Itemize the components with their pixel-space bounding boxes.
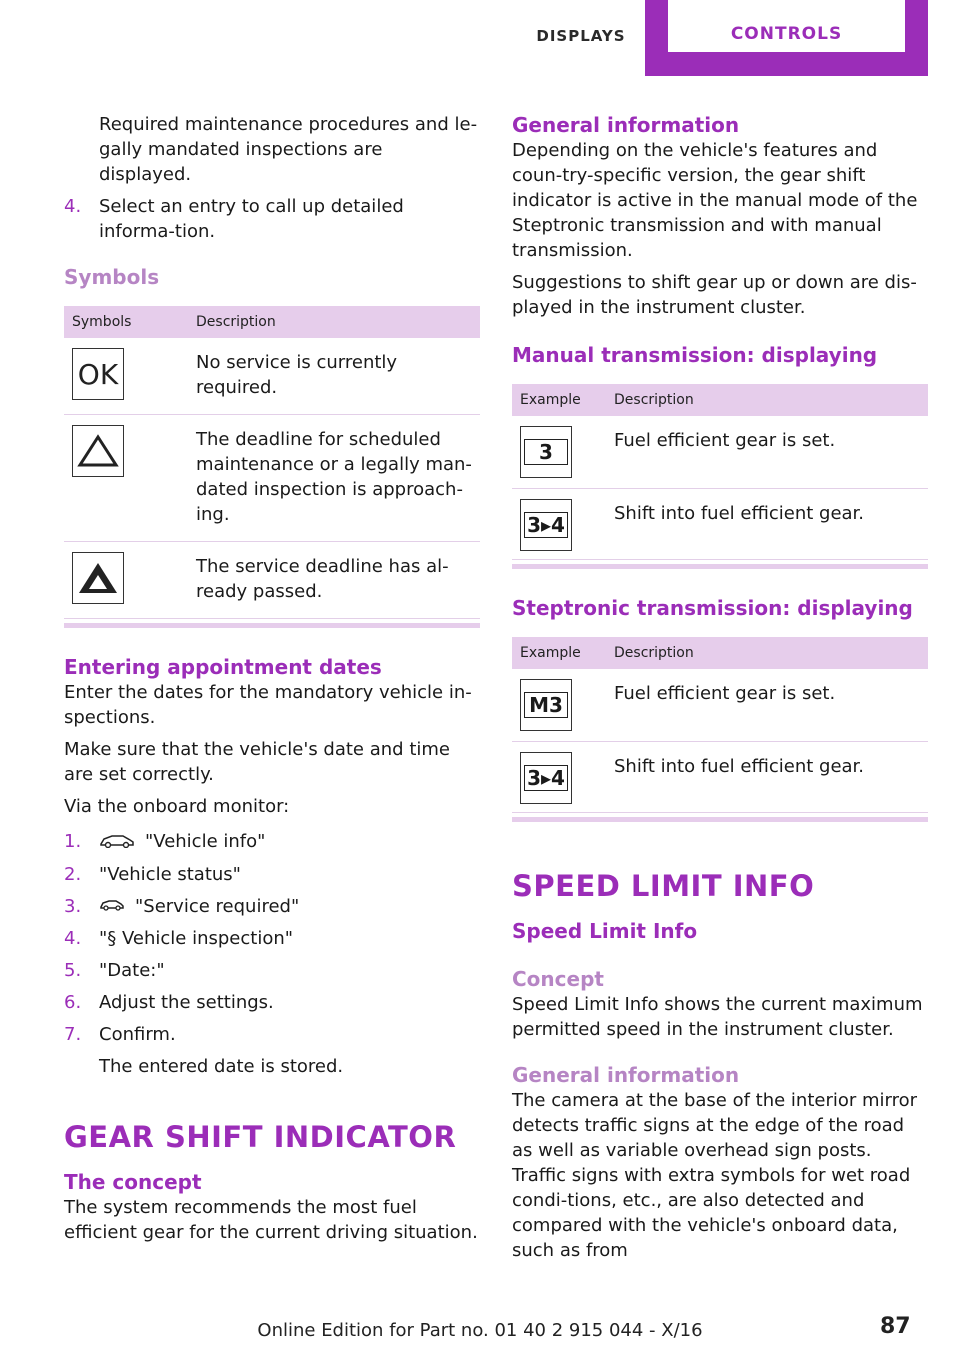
svg-text:OK: OK: [77, 358, 119, 391]
page-number: 87: [880, 1314, 911, 1339]
symbol-description: The service deadline has al‐ready passed.: [196, 542, 480, 619]
concept-text: The system recommends the most fuel efficient gear for the current driving situation.: [64, 1197, 478, 1243]
list-text: "Service required": [135, 895, 300, 917]
list-item: [64, 1022, 480, 1047]
list-number: 5.: [64, 960, 82, 981]
appointment-paragraph: Enter the dates for the mandatory vehicle in‐spections.: [64, 682, 472, 728]
table-row: [512, 742, 928, 813]
list-number: 2.: [64, 863, 82, 885]
list-item: [64, 894, 480, 920]
list-text: "§ Vehicle inspection": [99, 928, 294, 949]
list-item: [64, 829, 480, 855]
sli-concept-heading: Concept: [512, 967, 604, 991]
ok-icon: [72, 348, 124, 400]
table-header-symbols: Symbols: [64, 306, 196, 338]
symbol-description: The deadline for scheduled maintenance or a legally man‐dated inspection is approach‐ing.: [196, 415, 480, 542]
speed-limit-info-section-heading: SPEED LIMIT INFO: [512, 869, 815, 903]
shift-up-3-to-4-icon: [520, 752, 572, 804]
list-item: [64, 990, 480, 1015]
service-steps-list: [64, 194, 480, 244]
gear-label: 3▸4: [524, 512, 568, 538]
car-service-icon: [99, 894, 125, 919]
table-header-example: Example: [512, 384, 614, 416]
filled-warning-triangle-icon: [72, 552, 124, 604]
general-info-paragraph: Depending on the vehicle's features and coun‐try-specific version, the gear shift indicator is active in the manual mode of the Steptronic transmission and with manual transmission.: [512, 140, 918, 261]
table-row: [64, 542, 480, 619]
list-text: Confirm.: [99, 1024, 176, 1045]
table-header-description: Description: [614, 637, 928, 669]
general-info-heading: General information: [512, 113, 740, 137]
sli-general-info-heading: General information: [512, 1063, 740, 1087]
list-number: 6.: [64, 992, 82, 1013]
gear-3-icon: [520, 426, 572, 478]
example-description: Shift into fuel efficient gear.: [614, 489, 928, 560]
table-header-example: Example: [512, 637, 614, 669]
intro-text: Required maintenance procedures and le‐gally mandated inspections are displayed.: [99, 114, 478, 185]
steptronic-transmission-table: [512, 637, 928, 813]
gear-shift-indicator-heading: GEAR SHIFT INDICATOR: [64, 1120, 457, 1154]
left-column: [64, 112, 480, 1252]
table-header-description: Description: [196, 306, 480, 338]
example-description: Shift into fuel efficient gear.: [614, 742, 928, 813]
list-number: 3.: [64, 895, 82, 917]
symbols-heading: Symbols: [64, 265, 160, 289]
list-number: 4.: [64, 928, 82, 949]
appointment-heading: Entering appointment dates: [64, 655, 382, 679]
appointment-steps-list: [64, 829, 480, 1047]
example-description: Fuel efficient gear is set.: [614, 416, 928, 489]
list-text: "Date:": [99, 960, 165, 981]
gear-label: 3▸4: [524, 765, 568, 791]
table-header-description: Description: [614, 384, 928, 416]
table-row: [64, 415, 480, 542]
symbols-table: [64, 306, 480, 619]
list-number: 1.: [64, 831, 82, 852]
list-text: Adjust the settings.: [99, 992, 274, 1013]
sli-concept-text: Speed Limit Info shows the current maximum permitted speed in the instrument cluster.: [512, 994, 923, 1040]
list-number: 4.: [64, 196, 82, 217]
table-row: [512, 669, 928, 742]
steptronic-transmission-heading: Steptronic transmission: displaying: [512, 596, 913, 620]
right-column: [512, 112, 928, 1270]
manual-transmission-table: [512, 384, 928, 560]
list-text: Select an entry to call up detailed informa‐tion.: [99, 196, 404, 242]
tab-controls[interactable]: CONTROLS: [668, 0, 905, 52]
list-item: [64, 194, 480, 244]
list-item: [64, 926, 480, 951]
gear-label: M3: [524, 692, 568, 718]
gear-m3-icon: [520, 679, 572, 731]
symbol-description: No service is currently required.: [196, 338, 480, 415]
example-description: Fuel efficient gear is set.: [614, 669, 928, 742]
table-end-bar: [512, 817, 928, 822]
list-item: [64, 958, 480, 983]
list-number: 7.: [64, 1024, 82, 1045]
list-item: [64, 862, 480, 887]
footer-edition: Online Edition for Part no. 01 40 2 915 044 - X/16: [257, 1320, 703, 1341]
appointment-paragraph: Make sure that the vehicle's date and time are set correctly.: [64, 739, 450, 785]
gear-label: 3: [524, 439, 568, 465]
appointment-paragraph: Via the onboard monitor:: [64, 796, 290, 817]
concept-heading: The concept: [64, 1170, 202, 1194]
general-info-paragraph: Suggestions to shift gear up or down are dis‐played in the instrument cluster.: [512, 272, 917, 318]
table-end-bar: [64, 623, 480, 628]
list-text: "Vehicle status": [99, 863, 241, 885]
tab-displays[interactable]: DISPLAYS: [536, 27, 626, 45]
step-note: The entered date is stored.: [99, 1056, 344, 1077]
warning-triangle-icon: [72, 425, 124, 477]
shift-up-3-to-4-icon: [520, 499, 572, 551]
sli-general-info-text: The camera at the base of the interior mirror detects traffic signs at the edge of the road as well as variable overhead sign posts. Traffic signs with extra symbols for wet road condi‐tions, etc., are also detected and compared with the vehicle's onboard data, such as from: [512, 1090, 918, 1261]
table-end-bar: [512, 564, 928, 569]
speed-limit-info-heading: Speed Limit Info: [512, 919, 698, 943]
table-row: [512, 416, 928, 489]
table-row: [512, 489, 928, 560]
car-icon: [99, 830, 135, 855]
manual-transmission-heading: Manual transmission: displaying: [512, 343, 878, 367]
table-row: [64, 338, 480, 415]
list-text: "Vehicle info": [145, 831, 266, 852]
